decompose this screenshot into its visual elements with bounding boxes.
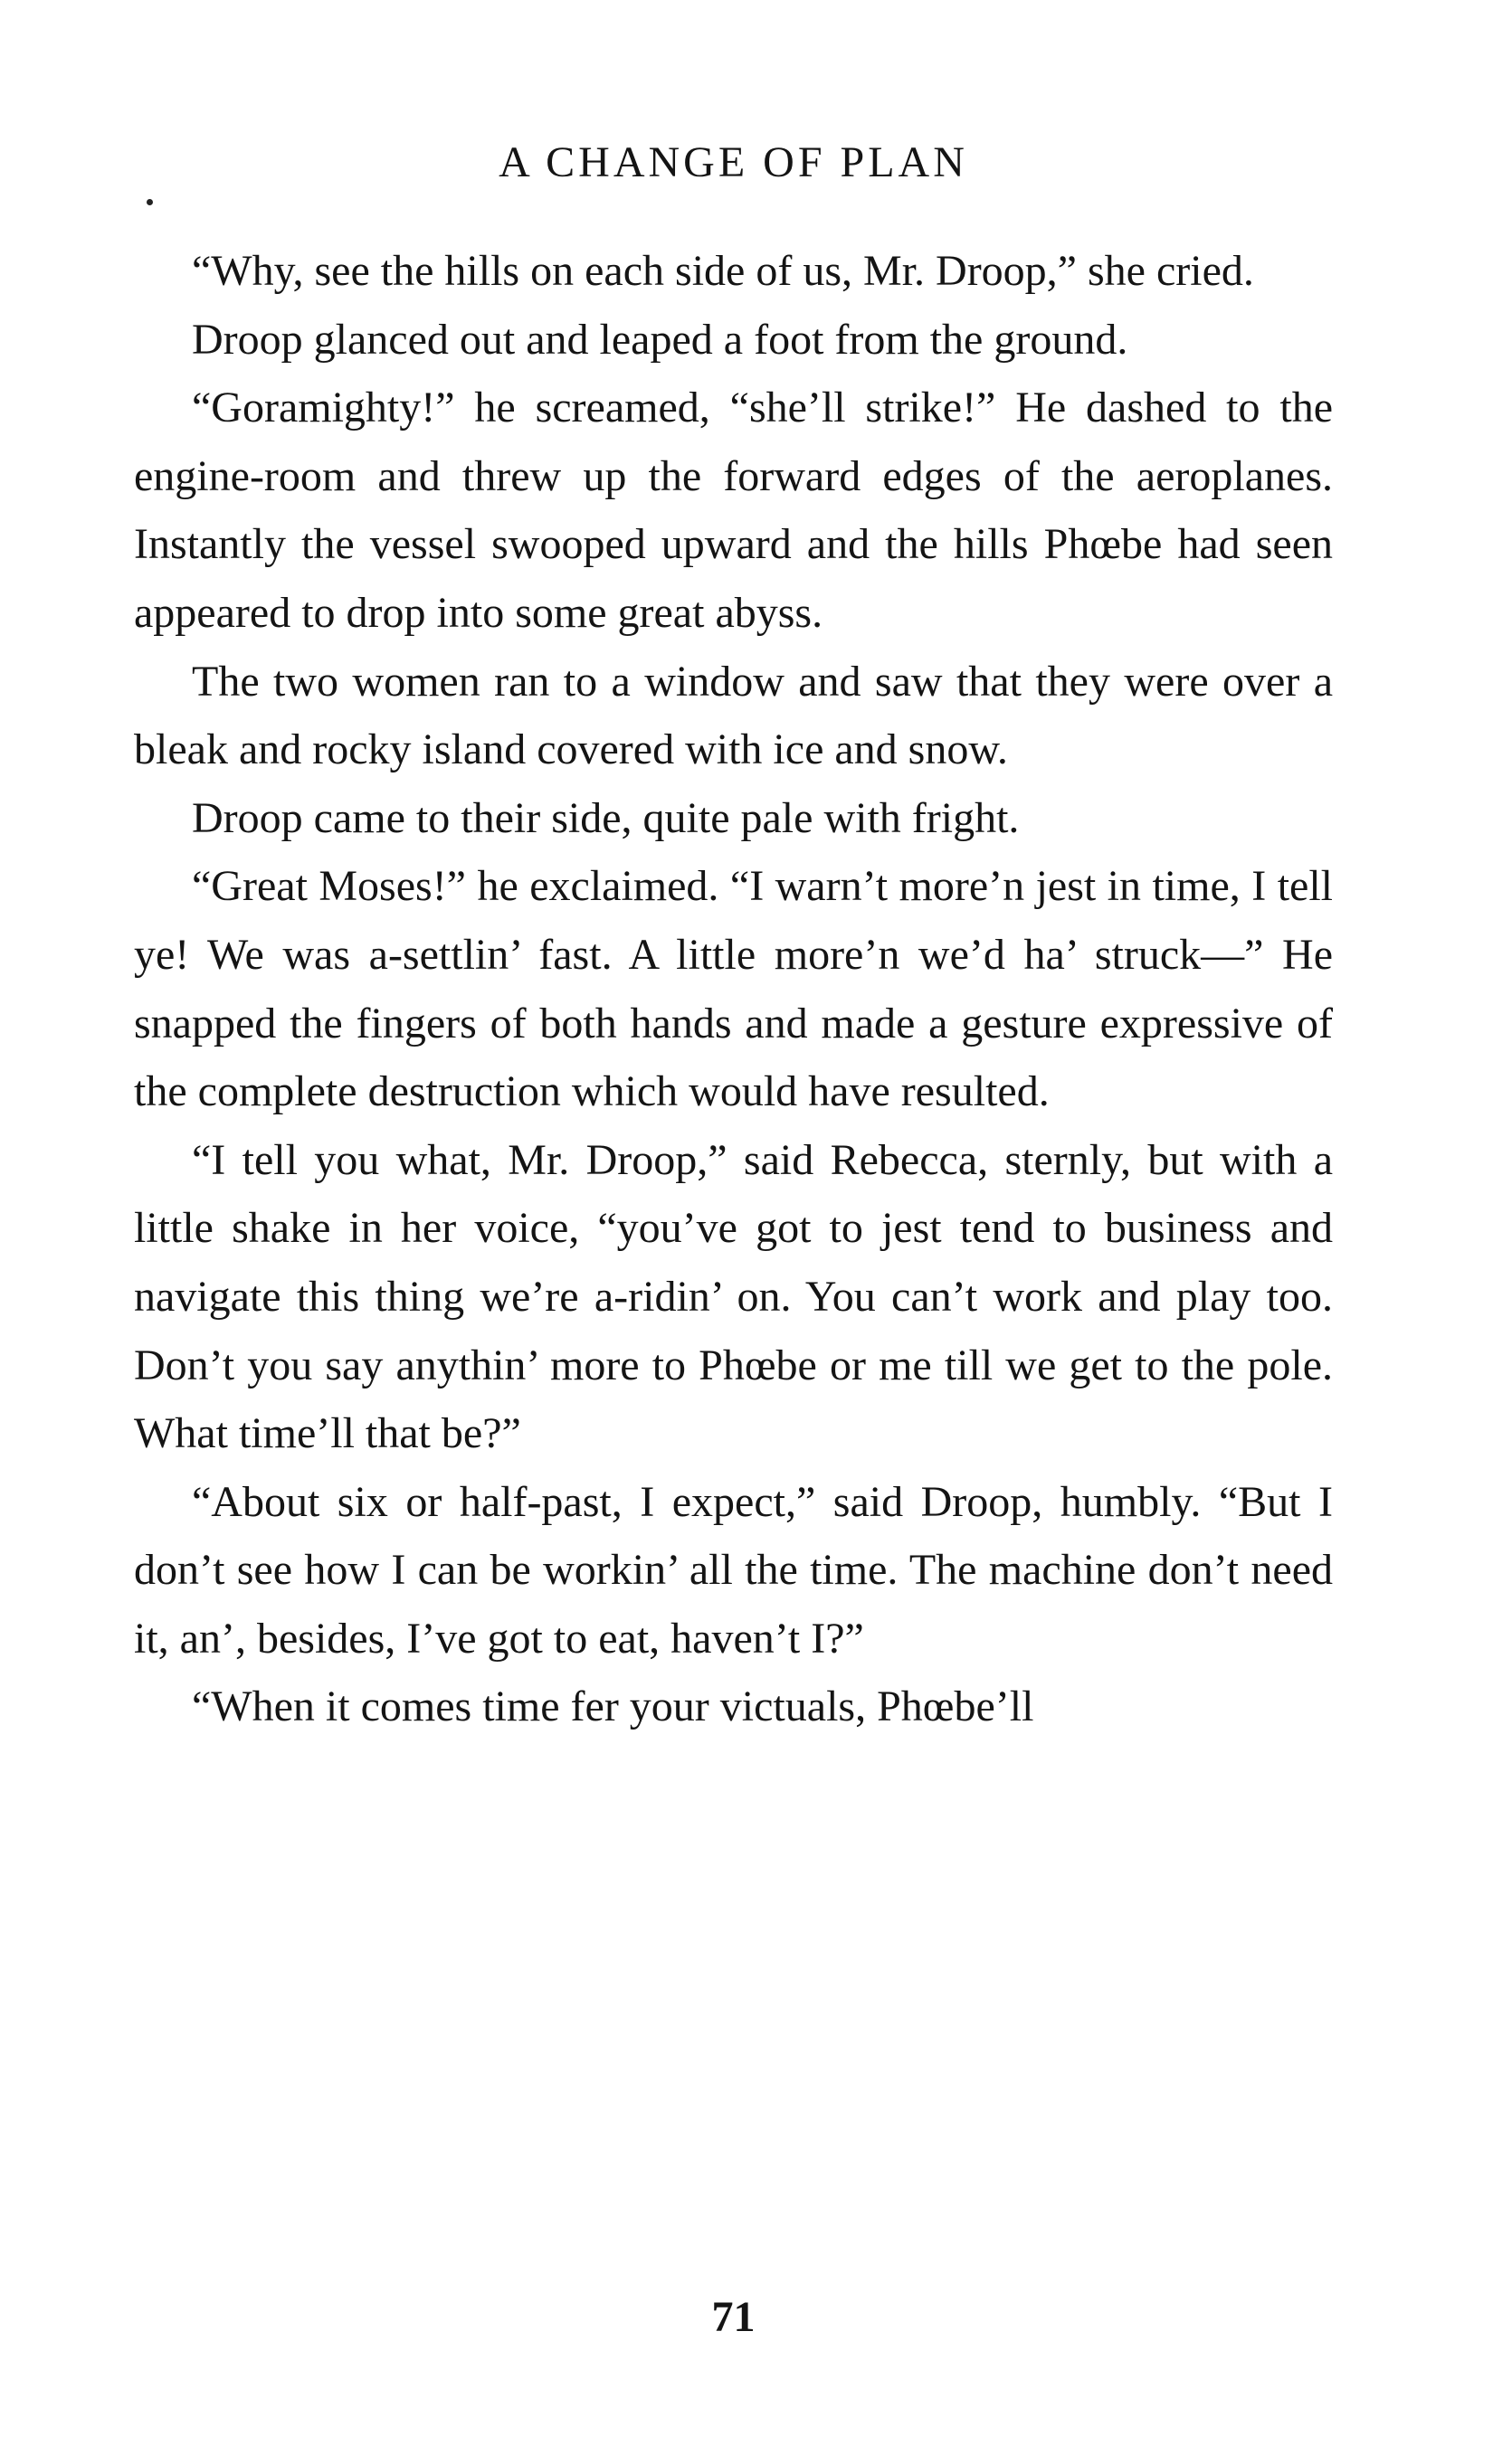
paragraph: “Great Moses!” he exclaimed. “I warn’t more’n jest in time, I tell ye! We was a-settlin’ fast. A little more’n we’d ha’ struck—” He snapped the fingers of both hands and made a gesture expressive of the complete destruction which would have resulted. <box>134 862 1333 1116</box>
paragraph: “Why, see the hills on each side of us, Mr. Droop,” she cried. <box>192 247 1254 295</box>
paragraph: “When it comes time fer your victuals, Phœbe’ll <box>192 1682 1034 1731</box>
paragraph: “I tell you what, Mr. Droop,” said Rebecca, sternly, but with a little shake in her voice, “you’ve got to jest tend to business and navigate this thing we’re a-ridin’ on. You can’t work and play too. Don’t you say anythin’ more to Phœbe or me till we get to the pole. What time’ll that be?” <box>134 1135 1333 1458</box>
running-head: A CHANGE OF PLAN <box>499 138 968 186</box>
paragraph: Droop came to their side, quite pale with fright. <box>192 793 1020 842</box>
paragraph: “About six or half-past, I expect,” said Droop, humbly. “But I don’t see how I can be workin’ all the time. The machine don’t need it, an’, besides, I’ve got to eat, haven’t I?” <box>134 1477 1333 1663</box>
paragraph: Droop glanced out and leaped a foot from the ground. <box>192 315 1128 364</box>
page-number: 71 <box>711 2293 756 2341</box>
body-text <box>134 237 1333 1741</box>
paragraph: The two women ran to a window and saw that they were over a bleak and rocky island covered with ice and snow. <box>134 657 1333 774</box>
ink-speck <box>147 199 153 205</box>
paragraph: “Goramighty!” he screamed, “she’ll strike!” He dashed to the engine-room and threw up the forward edges of the aeroplanes. Instantly the vessel swooped upward and the hills Phœbe had seen appeared to drop into some great abyss. <box>134 384 1333 637</box>
